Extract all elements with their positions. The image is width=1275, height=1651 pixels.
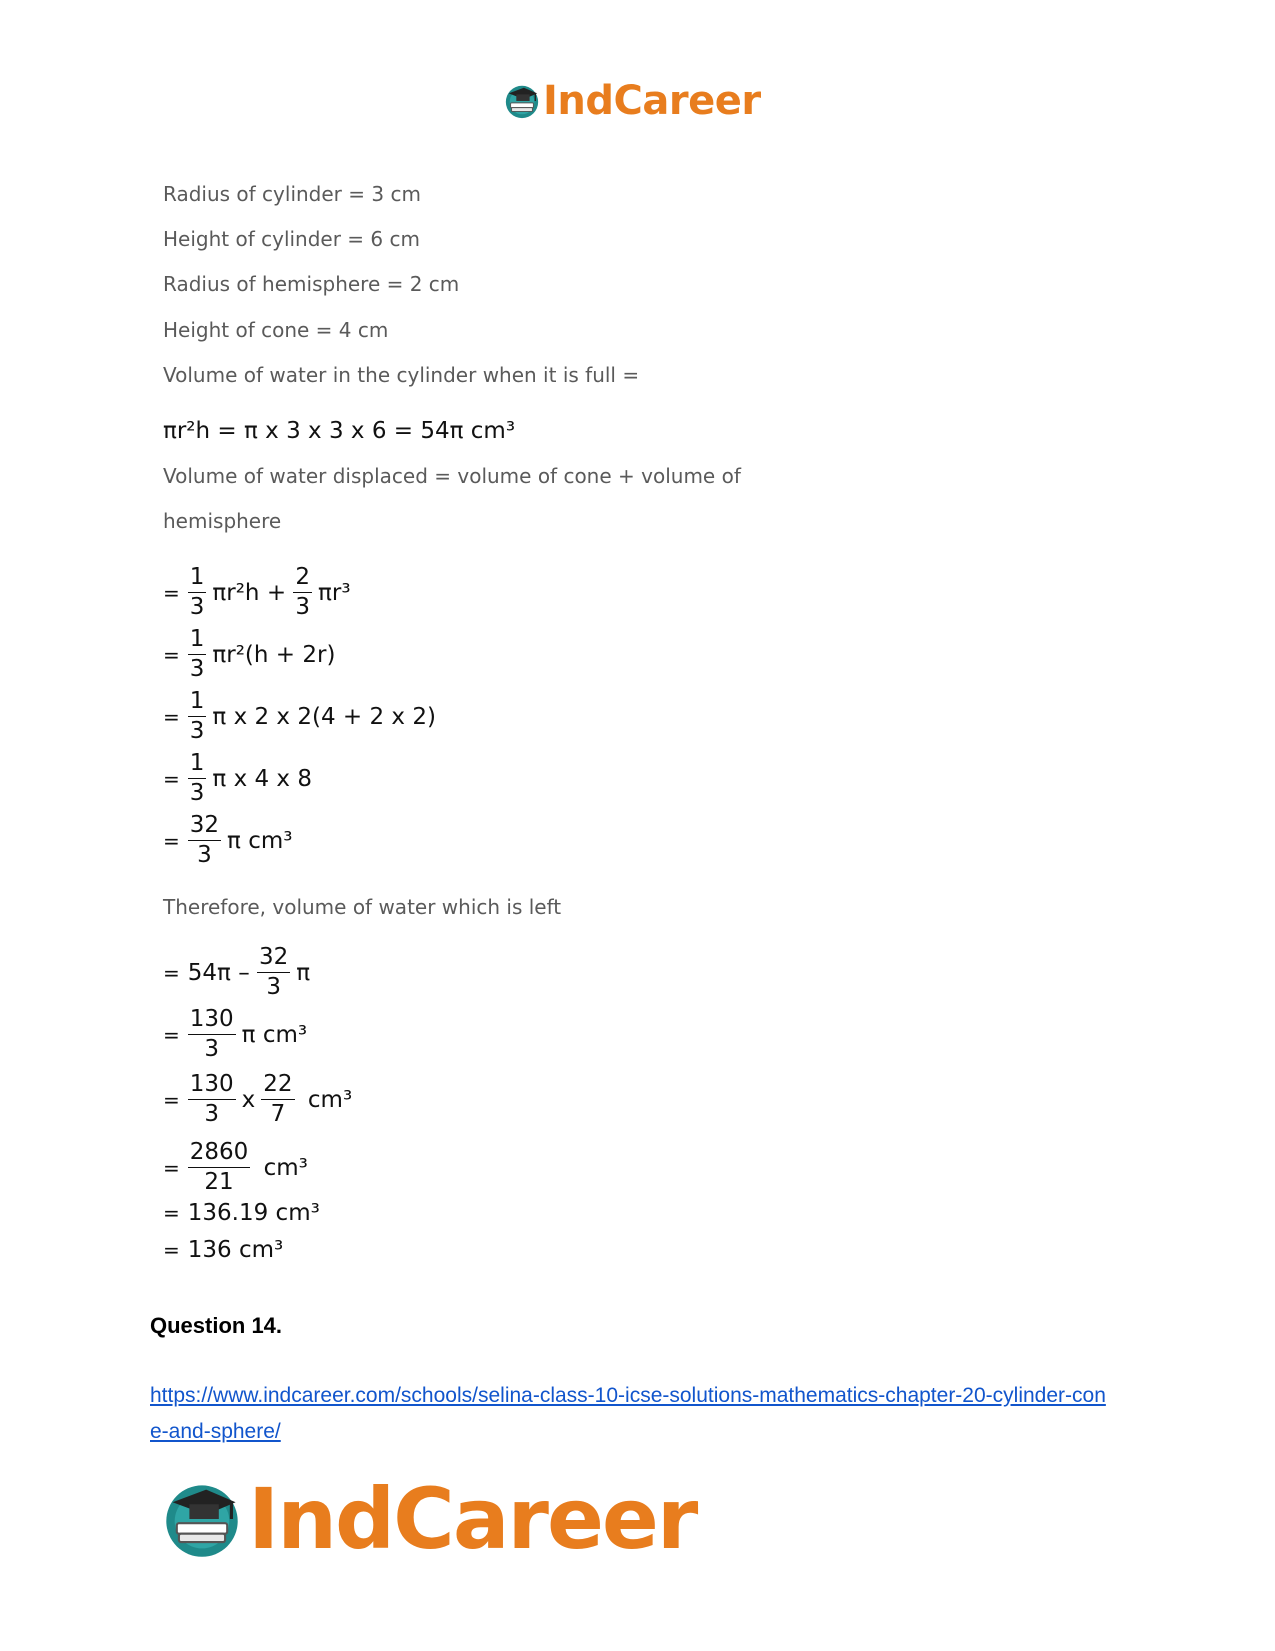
numerator: 32: [257, 946, 290, 973]
indcareer-logo-top: [503, 78, 761, 124]
numerator: 130: [188, 1073, 236, 1100]
term: cm³: [263, 1154, 308, 1181]
equals-sign: =: [163, 960, 180, 985]
step-left-5: [163, 1200, 320, 1226]
numerator: 130: [188, 1008, 236, 1035]
numerator: 2860: [188, 1141, 251, 1168]
indcareer-logo-bottom: [160, 1470, 696, 1568]
step-left-2: [163, 1008, 307, 1061]
numerator: 2: [293, 566, 312, 593]
source-link[interactable]: https://www.indcareer.com/schools/selina-class-10-icse-solutions-mathematics-chapter-20-cylinder-cone-and-sphere/: [150, 1384, 1106, 1443]
equals-sign: =: [163, 642, 180, 667]
term: π cm³: [241, 1021, 308, 1048]
term: x: [241, 1086, 256, 1113]
equals-sign: =: [163, 704, 180, 729]
denominator: 3: [204, 1101, 220, 1127]
term: π x 2 x 2(4 + 2 x 2): [212, 703, 436, 730]
displaced-text-line2: hemisphere: [163, 509, 282, 533]
brand-name: IndCareer: [543, 78, 761, 124]
brand-name: IndCareer: [248, 1470, 697, 1568]
step-displaced-4: [163, 752, 312, 805]
fraction: [188, 1073, 236, 1126]
volume-full-text: Volume of water in the cylinder when it is full =: [163, 363, 640, 387]
denominator: 3: [189, 780, 205, 806]
given-height-cylinder: Height of cylinder = 6 cm: [163, 227, 420, 251]
eq-lhs: πr²h: [163, 418, 211, 444]
step-displaced-3: [163, 690, 436, 743]
fraction: [188, 752, 207, 805]
given-radius-hemisphere: Radius of hemisphere = 2 cm: [163, 272, 460, 296]
given-radius-cylinder: Radius of cylinder = 3 cm: [163, 182, 421, 206]
denominator: 3: [189, 656, 205, 682]
term: 136 cm³: [187, 1237, 284, 1263]
eq-rhs: = π x 3 x 3 x 6 = 54π cm³: [217, 418, 516, 444]
term: πr³: [318, 579, 351, 606]
fraction: [188, 566, 207, 619]
fraction: [257, 946, 290, 999]
numerator: 32: [188, 814, 221, 841]
denominator: 3: [266, 974, 281, 1000]
water-left-text: Therefore, volume of water which is left: [163, 895, 562, 919]
step-left-4: [163, 1141, 308, 1194]
term: πr²h +: [212, 579, 287, 606]
fraction: [188, 1008, 236, 1061]
equals-sign: =: [163, 1022, 180, 1047]
step-displaced-5: [163, 814, 292, 867]
equals-sign: =: [163, 766, 180, 791]
step-left-1: [163, 946, 310, 999]
equation-full-volume: [163, 418, 515, 444]
denominator: 3: [204, 1036, 220, 1062]
term: π x 4 x 8: [212, 765, 312, 792]
displaced-text-line1: Volume of water displaced = volume of cone + volume of: [163, 464, 741, 488]
given-height-cone: Height of cone = 4 cm: [163, 318, 389, 342]
term: πr²(h + 2r): [212, 641, 336, 668]
numerator: 1: [188, 566, 207, 593]
numerator: 1: [188, 752, 207, 779]
numerator: 22: [261, 1073, 294, 1100]
denominator: 7: [270, 1101, 286, 1127]
fraction: [188, 690, 207, 743]
denominator: 21: [204, 1169, 234, 1195]
step-displaced-1: [163, 566, 351, 619]
numerator: 1: [188, 628, 207, 655]
equals-sign: =: [163, 1087, 180, 1112]
term: π cm³: [227, 827, 293, 854]
equals-sign: =: [163, 828, 180, 853]
equals-sign: =: [163, 1201, 180, 1225]
term: π: [296, 959, 311, 986]
graduation-cap-book-icon: [503, 82, 541, 120]
equals-sign: =: [163, 580, 180, 605]
denominator: 3: [189, 594, 205, 620]
step-left-6: [163, 1237, 283, 1263]
fraction: [188, 1141, 251, 1194]
term: 136.19 cm³: [187, 1200, 320, 1226]
step-displaced-2: [163, 628, 335, 681]
numerator: 1: [188, 690, 207, 717]
fraction: [188, 814, 221, 867]
equals-sign: =: [163, 1238, 180, 1262]
step-left-3: [163, 1073, 352, 1126]
fraction: [188, 628, 207, 681]
denominator: 3: [295, 594, 311, 620]
denominator: 3: [189, 718, 205, 744]
question-heading: Question 14.: [150, 1313, 283, 1338]
graduation-cap-book-icon: [160, 1477, 244, 1561]
denominator: 3: [197, 842, 212, 868]
equals-sign: =: [163, 1155, 180, 1180]
fraction: [261, 1073, 294, 1126]
term: cm³: [307, 1086, 353, 1113]
term: 54π –: [187, 959, 250, 986]
fraction: [293, 566, 312, 619]
